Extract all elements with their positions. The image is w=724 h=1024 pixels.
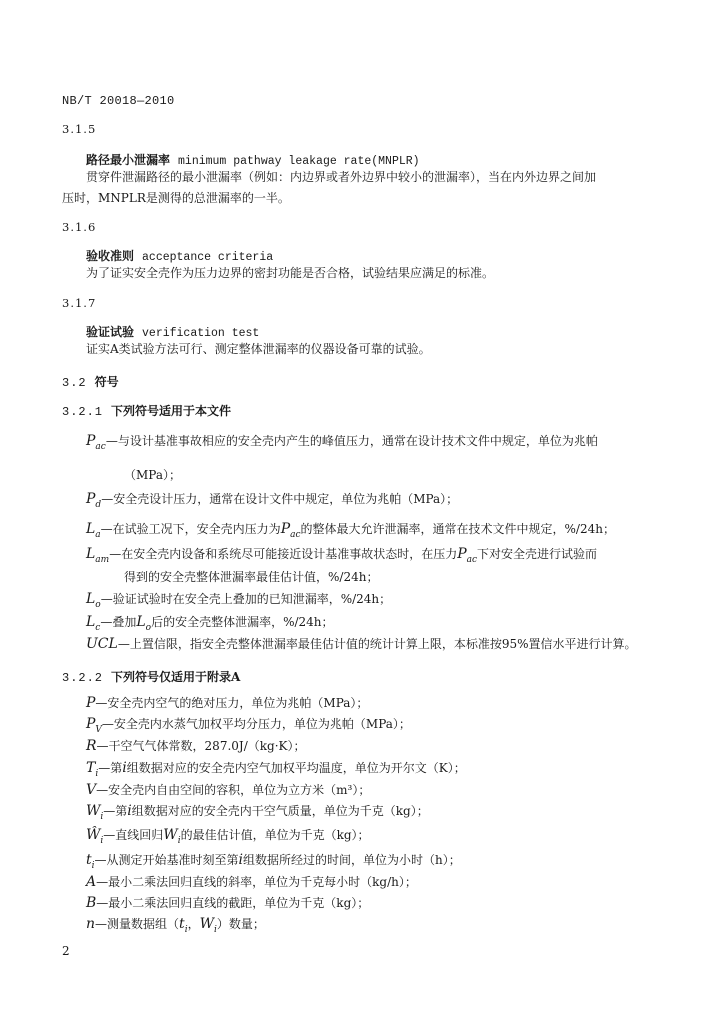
symbol-description-cont: 下对安全壳进行试验而 — [477, 547, 598, 561]
definition-3-1-6: 为了证实安全壳作为压力边界的密封功能是否合格，试验结果应满足的标准。 — [86, 266, 495, 280]
symbol-a — [86, 873, 417, 890]
symbol-ucl — [86, 635, 637, 652]
symbol: $P_d$ — [86, 491, 102, 510]
term-en: verification test — [142, 327, 260, 340]
symbol-reference: $W_i$ — [163, 827, 181, 846]
symbol-reference: $P_{ac}$ — [457, 546, 478, 565]
symbol-description: —安全壳内空气的绝对压力，单位为兆帕（MPa）； — [95, 696, 369, 710]
index-i: i — [122, 760, 127, 776]
symbol-description-cont: ）数量； — [216, 917, 265, 931]
symbol-pd — [86, 490, 458, 510]
symbol-lam — [86, 545, 597, 565]
symbol-lo — [86, 590, 391, 610]
symbol: A — [86, 874, 97, 890]
symbol-description: —干空气气体常数，287.0J/（kg·K）； — [96, 739, 306, 753]
symbol-description: —安全壳内水蒸气加权平均分压力，单位为兆帕（MPa）； — [101, 717, 411, 731]
symbol: R — [86, 738, 97, 754]
symbol: $L_c$ — [86, 614, 101, 633]
symbol-description: —直线回归 — [103, 828, 164, 842]
symbol-description: —从测定开始基准时刻至第 — [94, 853, 239, 867]
symbol-ti-time — [86, 851, 461, 871]
section-number: 3.2 — [62, 376, 87, 390]
section-title: 符号 — [94, 375, 119, 389]
symbol-description-cont: 的整体最大允许泄漏率，通常在技术文件中规定，%/24h； — [300, 522, 615, 536]
section-heading-3-2 — [62, 373, 119, 390]
definition-3-1-7: 证实A类试验方法可行、测定整体泄漏率的仪器设备可靠的试验。 — [86, 342, 431, 356]
symbol-lc — [86, 613, 334, 633]
symbol-reference-t: $t_i$ — [179, 916, 188, 935]
symbol-description-cont: 组数据对应的安全壳内干空气质量，单位为千克（kg）； — [131, 804, 429, 818]
symbol-pv — [86, 715, 411, 735]
definition-3-1-5-cont: 压时，MNPLR是测得的总泄漏率的一半。 — [62, 191, 290, 205]
symbol-r — [86, 737, 306, 754]
symbol-reference: $L_o$ — [136, 614, 152, 633]
section-number-3-1-7: 3.1.7 — [62, 296, 97, 310]
symbol-v — [86, 781, 370, 798]
section-number: 3.2.1 — [62, 405, 104, 419]
symbol-description: —与设计基准事故相应的安全壳内产生的峰值压力，通常在设计技术文件中规定，单位为兆帕 — [105, 434, 598, 448]
symbol-b — [86, 894, 369, 911]
symbol-description: —上置信限，指安全壳整体泄漏率最佳估计值的统计计算上限，本标准按95%置信水平进行计算。 — [117, 637, 637, 651]
symbol: $W_i$ — [86, 803, 104, 822]
symbol: $L_{am}$ — [86, 546, 110, 565]
symbol-description-cont: 组数据所经过的时间，单位为小时（h）； — [243, 853, 461, 867]
document-header: NB/T 20018—2010 — [62, 94, 175, 108]
term-3-1-6 — [86, 247, 273, 264]
symbol-wi — [86, 802, 429, 822]
section-number-3-1-5: 3.1.5 — [62, 122, 97, 136]
symbol-pac-cont: （MPa）； — [124, 468, 181, 482]
separator: ， — [187, 917, 200, 931]
symbol-pac — [86, 432, 598, 452]
term-en: minimum pathway leakage rate(MNPLR) — [178, 155, 420, 168]
term-zh: 验证试验 — [86, 325, 135, 339]
symbol: $Ŵ_i$ — [86, 827, 104, 846]
section-number-3-1-6: 3.1.6 — [62, 220, 97, 234]
section-title: 下列符号适用于本文件 — [111, 404, 232, 418]
term-3-1-7 — [86, 323, 259, 340]
symbol-description-cont: 的最佳估计值，单位为千克（kg）； — [180, 828, 370, 842]
index-i: i — [238, 852, 244, 868]
symbol-description: —最小二乘法回归直线的截距，单位为千克（kg）； — [96, 896, 370, 910]
symbol: UCL — [86, 636, 118, 652]
term-3-1-5 — [86, 151, 420, 168]
symbol-n — [86, 915, 265, 935]
symbol-description: —安全壳内自由空间的容积，单位为立方米（m³）； — [96, 783, 371, 797]
symbol: $t_i$ — [86, 852, 95, 871]
symbol: P — [86, 695, 96, 711]
symbol-description: —安全壳设计压力，通常在设计文件中规定，单位为兆帕（MPa）； — [101, 492, 459, 506]
page-number: 2 — [62, 944, 70, 958]
symbol-description: —在试验工况下，安全壳内压力为 — [100, 522, 281, 536]
term-zh: 验收准则 — [86, 249, 135, 263]
section-heading-3-2-2 — [62, 668, 240, 685]
symbol: $L_a$ — [86, 521, 101, 540]
symbol-description: —叠加 — [100, 615, 137, 629]
symbol-reference: $P_{ac}$ — [280, 521, 301, 540]
symbol-description: —测量数据组（ — [95, 917, 180, 931]
symbol: $T_i$ — [86, 760, 99, 779]
symbol-description-cont: 后的安全壳整体泄漏率，%/24h； — [151, 615, 334, 629]
symbol: V — [86, 782, 97, 798]
symbol-reference-w: $W_i$ — [199, 916, 217, 935]
symbol-description: —最小二乘法回归直线的斜率，单位为千克每小时（kg/h）； — [96, 875, 417, 889]
section-number: 3.2.2 — [62, 671, 104, 685]
symbol: $L_o$ — [86, 591, 101, 610]
symbol-description: —在安全壳内设备和系统尽可能接近设计基准事故状态时，在压力 — [109, 547, 458, 561]
symbol-p — [86, 694, 368, 711]
symbol: $P_{ac}$ — [86, 433, 106, 452]
symbol: n — [86, 916, 96, 932]
term-zh: 路径最小泄漏率 — [86, 153, 171, 167]
section-heading-3-2-1 — [62, 402, 231, 419]
section-title: 下列符号仅适用于附录A — [111, 670, 241, 684]
symbol-w-hat — [86, 826, 370, 846]
symbol-la — [86, 520, 615, 540]
symbol-lam-cont: 得到的安全壳整体泄漏率最佳估计值，%/24h； — [124, 570, 379, 584]
term-en: acceptance criteria — [142, 251, 274, 264]
index-i: i — [127, 803, 132, 819]
symbol-description: —第 — [103, 804, 128, 818]
definition-3-1-5: 贯穿件泄漏路径的最小泄漏率（例如：内边界或者外边界中较小的泄漏率），当在内外边界之间加 — [86, 170, 597, 184]
symbol-description: —第 — [98, 761, 123, 775]
symbol: B — [86, 895, 97, 911]
symbol-description-cont: 组数据对应的安全壳内空气加权平均温度，单位为开尔文（K）； — [126, 761, 466, 775]
symbol: $P_V$ — [86, 716, 102, 735]
symbol-description: —验证试验时在安全壳上叠加的已知泄漏率，%/24h； — [100, 592, 392, 606]
symbol-ti — [86, 759, 466, 779]
